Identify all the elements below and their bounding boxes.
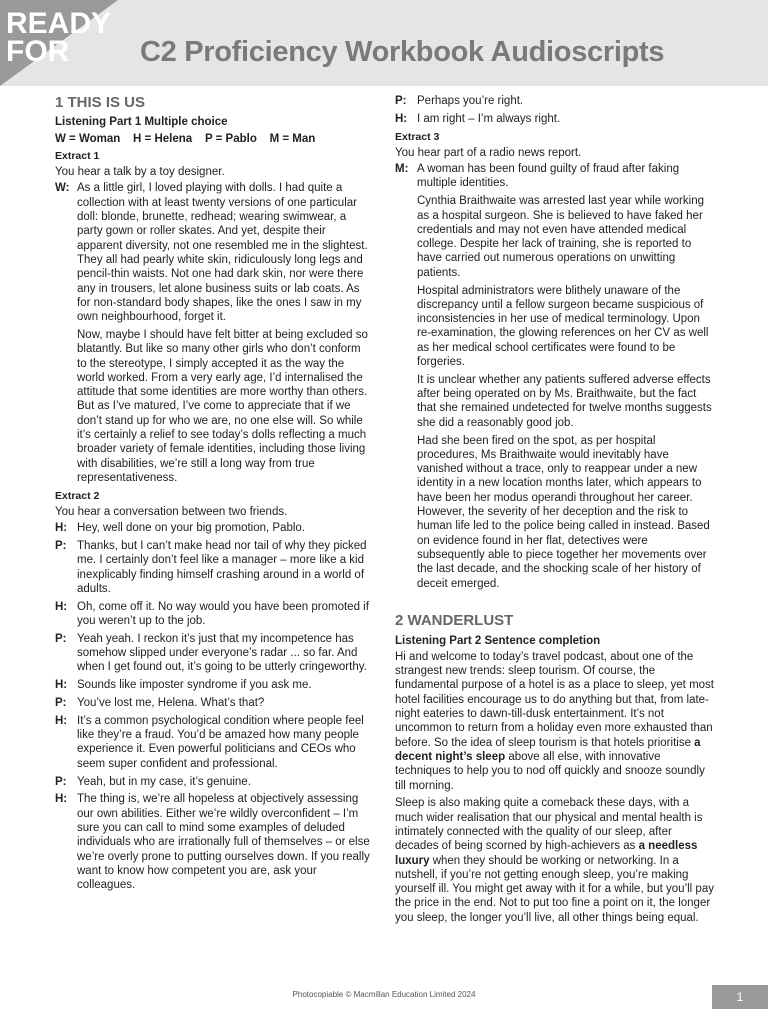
speaker-label: P: xyxy=(55,697,67,710)
line-text: Yeah yeah. I reckon it’s just that my incompetence has somehow slipped under everyone’s radar ... so far. And when I get found out, it’s going to be utterly cringeworthy. xyxy=(77,632,367,674)
line-text: It’s a common psychological condition where people feel like they’re a fraud. You’d be amazed how many people experience it. Even powerful politicians and CEOs who seem super confident and professional. xyxy=(77,714,364,770)
speaker-label: P: xyxy=(395,95,407,107)
speaker-label: H: xyxy=(55,793,68,806)
page-title: C2 Proficiency Workbook Audioscripts xyxy=(140,36,665,68)
paragraph: Now, maybe I should have felt bitter at being excluded so blatantly. But like so many other girls who don’t conform to the stereotype, I simply accepted it as the way the world worked. From a very early age, I’d internalised the attitude that some identities are more worthy than others. But as I’ve matured, I’ve come to appreciate that if we don’t stand up for who we are, no one else will. So while it’s certainly a relief to see today’s dolls reflecting a much broader variety of female identities, including those living with disabilities, we’re still a long way from true representativeness. xyxy=(77,328,368,484)
speaker-label: H: xyxy=(55,679,68,692)
section-2-subtitle: Listening Part 2 Sentence completion xyxy=(395,634,601,647)
paragraph: Cynthia Braithwaite was arrested last year while working as a hospital surgeon. She is believed to have faked her credentials and may not even have attended medical college. Despite her lack of training, she is reported to have carried out numerous operations on unwitting patients. xyxy=(417,195,704,279)
paragraph xyxy=(395,650,715,793)
logo-line-1: READY xyxy=(6,7,112,40)
line-text: As a little girl, I loved playing with dolls. I had quite a collection with at least twenty versions of one particular doll: blonde, brunette, redhead; wearing swimwear, a party gown or roller skates. And yet, despite their apparent diversity, not one resembled me in the slightest. They all had pearly white skin, ridiculously long legs and pencil-thin waists. Not one had dark skin, nor were there any in trousers, let alone business suits or lab coats. As for non-standard body shapes, like the ones I saw in my own neighbourhood, forget it. xyxy=(77,182,368,324)
paragraph: Hospital administrators were blithely unaware of the discrepancy until a fellow surgeon became suspicious of inconsistencies in her use of medical terminology. Upon re-examination, the glowing references on her CV as well as her medical school certificates were found to be forgeries. xyxy=(417,284,709,369)
speaker-label: H: xyxy=(55,714,68,727)
section-1-subtitle: Listening Part 1 Multiple choice xyxy=(55,116,228,129)
paragraph xyxy=(395,796,715,925)
extract-3-intro: You hear part of a radio news report. xyxy=(395,146,582,159)
dialogue-line xyxy=(395,162,715,191)
line-text: Thanks, but I can’t make head nor tail of why they picked me. I certainly don’t feel like a manager – more like a kid inexplicably finding himself crashing around in a world of adults. xyxy=(77,540,367,595)
answer-highlight: a decent night’s sleep xyxy=(395,736,701,763)
speaker-label: P: xyxy=(55,775,67,788)
text-run: Hi and welcome to today’s travel podcast, about one of the strangest new trends: sleep tourism. Of course, the fundamental purpose of a hotel is as a place to sleep, yet most hotel facilities encourage us to do anything but that, from late-night eateries to dawn-till-dusk entertainment. It’s not uncommon to return from a holiday even more exhausted than before. So the idea of sleep tourism is that hotels prioritise xyxy=(395,650,714,749)
logo-line-2: FOR xyxy=(6,35,70,68)
text-run: when they should be working or networking. In a nutshell, if you’re not getting enough sleep, you’re making yourself ill. You might get away with it for a while, but you’ll pay the price in the end. Not to put too fine a point on it, the longer you sleep, the longer you’ll live, all other things being equal. xyxy=(395,854,714,924)
line-text: The thing is, we’re all hopeless at objectively assessing our own abilities. Either we’re wildly overconfident – I’m sure you can call to mind some examples of deluded individuals who are irrationally full of themselves – or else we’re overly prone to putting ourselves down. If you really want to know how competent you are, ask your colleagues. xyxy=(77,793,370,892)
speaker-label: M: xyxy=(395,163,409,176)
section-2-title: 2 WANDERLUST xyxy=(395,612,514,630)
speaker-label: H: xyxy=(55,600,68,613)
text-run: Sleep is also making quite a comeback these days, with a much wider realisation that our physical and mental health is intimately connected with the quality of our sleep, after decades of being scorned by high-achievers as xyxy=(395,797,703,853)
dialogue-line xyxy=(55,521,373,535)
section-1-title: 1 THIS IS US xyxy=(55,94,146,111)
speaker-label: H: xyxy=(395,112,408,125)
speaker-label: W: xyxy=(55,182,70,195)
line-text: Sounds like imposter syndrome if you ask me. xyxy=(77,679,312,692)
page-header xyxy=(0,0,768,86)
dialogue-line xyxy=(55,792,373,892)
dialogue-line xyxy=(55,600,373,629)
dialogue-line xyxy=(55,678,373,692)
line-text: A woman has been found guilty of fraud after faking multiple identities. xyxy=(417,163,680,190)
extract-1-intro: You hear a talk by a toy designer. xyxy=(55,166,225,179)
ready-for-logo xyxy=(6,7,112,68)
line-text: Yeah, but in my case, it’s genuine. xyxy=(77,775,251,788)
line-text: I am right – I’m always right. xyxy=(417,112,561,125)
right-column xyxy=(395,94,715,929)
dialogue-line xyxy=(395,94,715,108)
speaker-label: P: xyxy=(55,632,67,645)
speaker-key: W = Woman H = Helena P = Pablo M = Man xyxy=(55,132,316,145)
speaker-label: P: xyxy=(55,540,67,553)
line-text: Oh, come off it. No way would you have been promoted if you weren’t up to the job. xyxy=(77,600,369,628)
dialogue-line xyxy=(55,775,373,789)
line-text: Hey, well done on your big promotion, Pablo. xyxy=(77,522,306,535)
speaker-label: H: xyxy=(55,522,68,535)
dialogue-line xyxy=(395,112,715,126)
line-text: Perhaps you’re right. xyxy=(417,95,524,107)
left-column xyxy=(55,94,373,896)
copyright-notice: Photocopiable © Macmillan Education Limited 2024 xyxy=(292,990,476,999)
dialogue-line xyxy=(55,632,373,675)
dialogue-line xyxy=(55,696,373,710)
extract-1-label: Extract 1 xyxy=(55,149,100,162)
extract-2-intro: You hear a conversation between two friends. xyxy=(55,506,288,519)
dialogue-line xyxy=(55,539,373,596)
page-number: 1 xyxy=(736,990,744,1004)
extract-3-label: Extract 3 xyxy=(395,130,440,143)
extract-2-label: Extract 2 xyxy=(55,489,100,502)
text-run: above all else, with innovative techniques to help you to nod off quickly and snooze soundly till morning. xyxy=(395,750,705,792)
page-number-box xyxy=(712,985,768,1009)
paragraph: Had she been fired on the spot, as per hospital procedures, Ms Braithwaite would inevitably have vanished without a trace, only to reappear under a new identity in a new location months later, which appears to have been her modus operandi throughout her career. However, the severity of her deception and the risk to human life led to the police being called in instead. Based on evidence found in her flat, detectives were subsequently able to piece together her movements over the last decade, and the shocking scale of her history of deceit emerged. xyxy=(417,434,710,590)
dialogue-line xyxy=(55,714,373,771)
paragraph: It is unclear whether any patients suffered adverse effects after being operated on by Ms. Braithwaite, but the fact that she remained undetected for twelve months suggests she did a reasonably good job. xyxy=(417,373,712,429)
answer-highlight: a needless luxury xyxy=(395,840,698,867)
line-text: You’ve lost me, Helena. What’s that? xyxy=(77,697,265,710)
dialogue-line xyxy=(55,181,373,324)
